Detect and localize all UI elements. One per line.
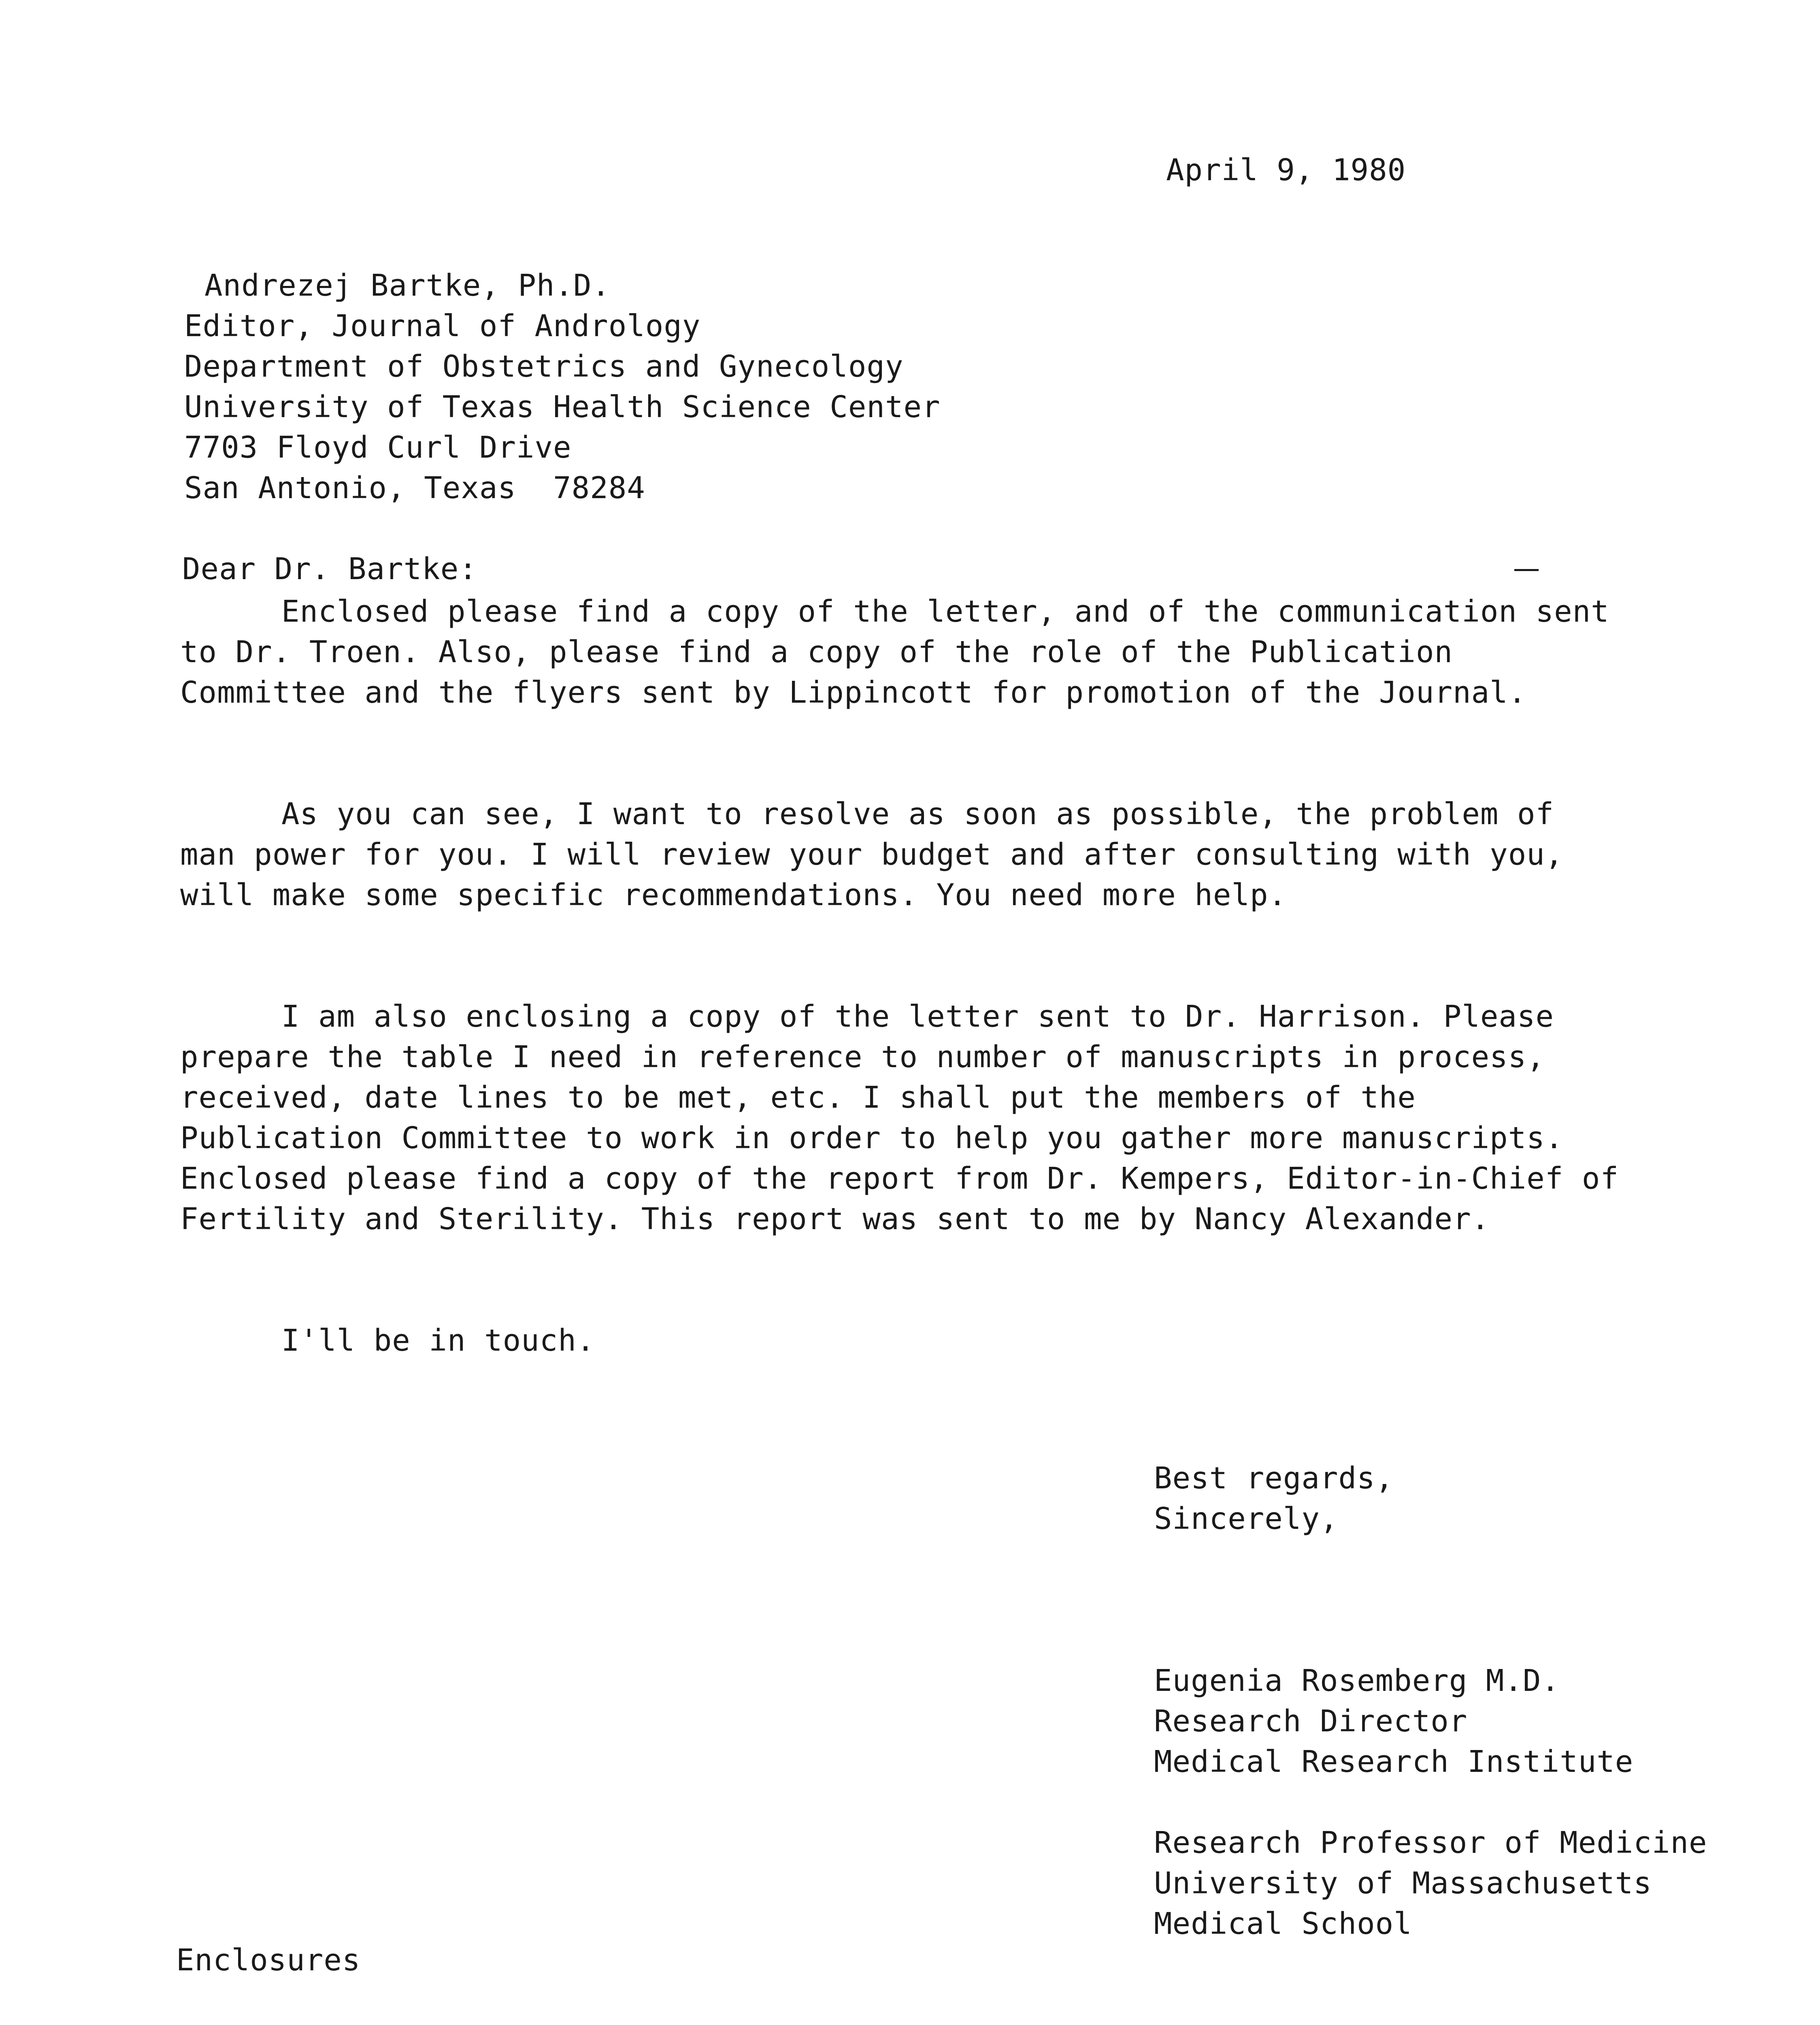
- signer-org-2b: Medical School: [1154, 1906, 1412, 1941]
- signer-title-2: Research Professor of Medicine: [1154, 1825, 1707, 1860]
- salutation: Dear Dr. Bartke:: [182, 552, 477, 586]
- body-paragraph-4: I'll be in touch.: [281, 1323, 595, 1358]
- signer-org-2a: University of Massachusetts: [1154, 1866, 1652, 1901]
- enclosures-note: Enclosures: [176, 1943, 361, 1978]
- recipient-city: San Antonio, Texas 78284: [184, 471, 645, 505]
- signer-name: Eugenia Rosemberg M.D.: [1154, 1663, 1560, 1698]
- margin-mark: [1514, 569, 1539, 571]
- recipient-street: 7703 Floyd Curl Drive: [184, 430, 572, 465]
- letter-date: April 9, 1980: [1166, 153, 1406, 188]
- recipient-institution: University of Texas Health Science Center: [184, 390, 941, 424]
- closing-line-2: Sincerely,: [1154, 1501, 1339, 1536]
- recipient-department: Department of Obstetrics and Gynecology: [184, 349, 904, 384]
- recipient-title: Editor, Journal of Andrology: [184, 309, 701, 343]
- body-paragraph-1: Enclosed please find a copy of the letter, and of the communication sent to Dr. Troen. Also, please find a copy of the role of the Publication Committee and the flyers sent by Lippincott for promotion of the Journal.: [180, 594, 1609, 710]
- recipient-name: Andrezej Bartke, Ph.D.: [204, 268, 611, 303]
- body-paragraph-3: I am also enclosing a copy of the letter sent to Dr. Harrison. Please prepare the table I need in reference to number of manuscripts in process, received, date lines to be met, etc. I shall put the members of the Publication Committee to work in order to help you gather more manuscripts. Enclosed please find a copy of the report from Dr. Kempers, Editor-in-Chief of Fertility and Sterility. This report was sent to me by Nancy Alexander.: [180, 999, 1619, 1236]
- closing-line-1: Best regards,: [1154, 1461, 1394, 1496]
- body-paragraph-2: As you can see, I want to resolve as soon as possible, the problem of man power for you. I will review your budget and after consulting with you, will make some specific recommendations. You need more help.: [180, 797, 1564, 912]
- signer-title-1: Research Director: [1154, 1704, 1468, 1739]
- signer-org-1: Medical Research Institute: [1154, 1744, 1634, 1779]
